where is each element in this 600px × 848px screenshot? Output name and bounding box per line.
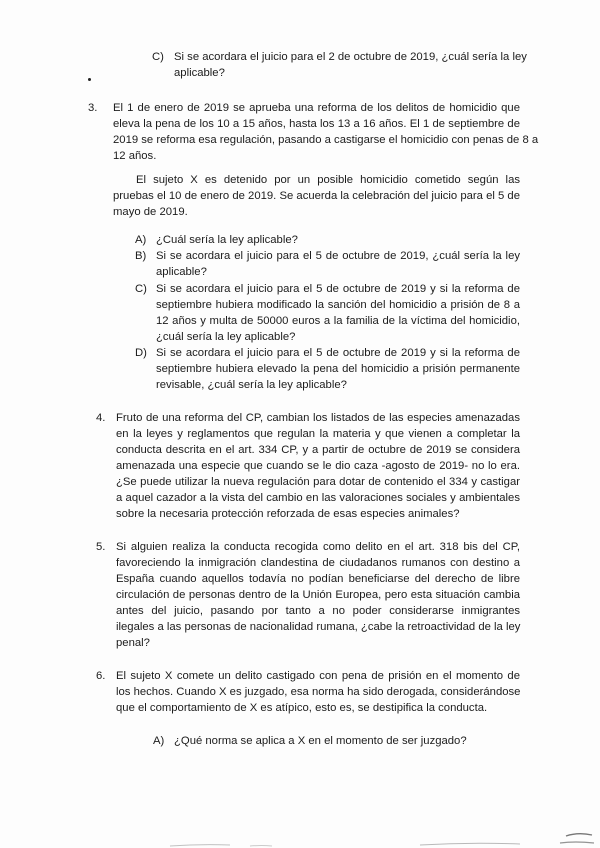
question-number: 3. <box>88 102 98 114</box>
text-line: a aquel cazador a la vista del cambio en las valoraciones sociales y ambientales <box>116 492 520 504</box>
text-line: ilegales a las personas de nacionalidad rumana, ¿cabe la retroactividad de la ley <box>116 621 521 633</box>
text-line: Si se acordara el juicio para el 5 de octubre de 2019 y si la reforma de <box>156 283 520 295</box>
text-line: revisable, ¿cuál sería la ley aplicable? <box>156 379 347 391</box>
text-line: penal? <box>116 637 150 649</box>
text-line: El 1 de enero de 2019 se aprueba una reforma de los delitos de homicidio que <box>113 102 520 114</box>
item-marker: C) <box>152 51 164 63</box>
text-line: Fruto de una reforma del CP, cambian los listados de las especies amenazadas <box>116 412 520 424</box>
text-line: septiembre hubiera modificado la sanción del homicidio a prisión de 8 a <box>156 299 520 311</box>
sub-marker: A) <box>135 234 147 246</box>
text-line: Si se acordara el juicio para el 2 de octubre de 2019, ¿cuál sería la ley <box>174 51 527 63</box>
text-line: 2019 se reforma esa regulación, pasando a castigarse el homicidio con penas de 8 a <box>113 134 539 146</box>
text-line: 12 años y multa de 50000 euros a la familia de la víctima del homicidio, <box>156 315 520 327</box>
text-line: Si se acordara el juicio para el 5 de octubre de 2019 y si la reforma de <box>156 347 520 359</box>
text-line: ¿Qué norma se aplica a X en el momento de ser juzgado? <box>174 735 467 747</box>
text-line: El sujeto X comete un delito castigado con pena de prisión en el momento de <box>116 670 520 682</box>
text-line: Si alguien realiza la conducta recogida como delito en el art. 318 bis del CP, <box>116 541 520 553</box>
text-line: favoreciendo la inmigración clandestina de ciudadanos rumanos con destino a <box>116 557 520 569</box>
text-line: mayo de 2019. <box>113 206 188 218</box>
text-line: aplicable? <box>156 266 207 278</box>
sub-marker: A) <box>153 735 165 747</box>
text-line: 12 años. <box>113 150 157 162</box>
sub-marker: C) <box>135 283 147 295</box>
text-line: ¿Se puede utilizar la nueva regulación para dotar de contenido el 334 y castigar <box>116 476 520 488</box>
text-line: España cuando aquellos todavía no podían beneficiarse del derecho de libre <box>116 573 520 585</box>
question-number: 4. <box>96 412 106 424</box>
text-line: Si se acordara el juicio para el 5 de octubre de 2019, ¿cuál sería la ley <box>156 250 520 262</box>
text-line: ¿Cuál sería la ley aplicable? <box>156 234 298 246</box>
text-line: que el comportamiento de X es atípico, esto es, se destipifica la conducta. <box>116 702 488 714</box>
text-line: conducta descrita en el art. 334 CP, y a partir de octubre de 2019 se considera <box>116 444 520 456</box>
text-line: eleva la pena de los 10 a 15 años, hasta los 13 a 16 años. El 1 de septiembre de <box>113 118 520 130</box>
sub-marker: D) <box>135 347 147 359</box>
text-line: aplicable? <box>174 67 225 79</box>
text-line: amenazada una especie que cuando se le dio caza -agosto de 2019- no lo era. <box>116 460 520 472</box>
text-line: septiembre hubiera elevado la pena del homicidio a prisión permanente <box>156 363 520 375</box>
scan-artifact <box>0 818 600 848</box>
text-line: El sujeto X es detenido por un posible homicidio cometido según las <box>136 174 520 186</box>
text-line: antes del juicio, pasando por tanto a no poder considerarse inmigrantes <box>116 605 520 617</box>
text-line: ¿cuál sería la ley aplicable? <box>156 331 296 343</box>
text-line: los hechos. Cuando X es juzgado, esa norma ha sido derogada, considerándose <box>116 686 521 698</box>
scan-speck <box>88 78 91 81</box>
text-line: sobre la necesaria protección reforzada de esas especies animales? <box>116 508 460 520</box>
text-line: pruebas el 10 de enero de 2019. Se acuerda la celebración del juicio para el 5 de <box>113 190 520 202</box>
sub-marker: B) <box>135 250 147 262</box>
text-line: circulación de personas dentro de la Unión Europea, pero esta situación cambia <box>116 589 520 601</box>
text-line: en la leyes y reglamentos que regulan la materia y que vienen a completar la <box>116 428 520 440</box>
question-number: 6. <box>96 670 106 682</box>
question-number: 5. <box>96 541 106 553</box>
